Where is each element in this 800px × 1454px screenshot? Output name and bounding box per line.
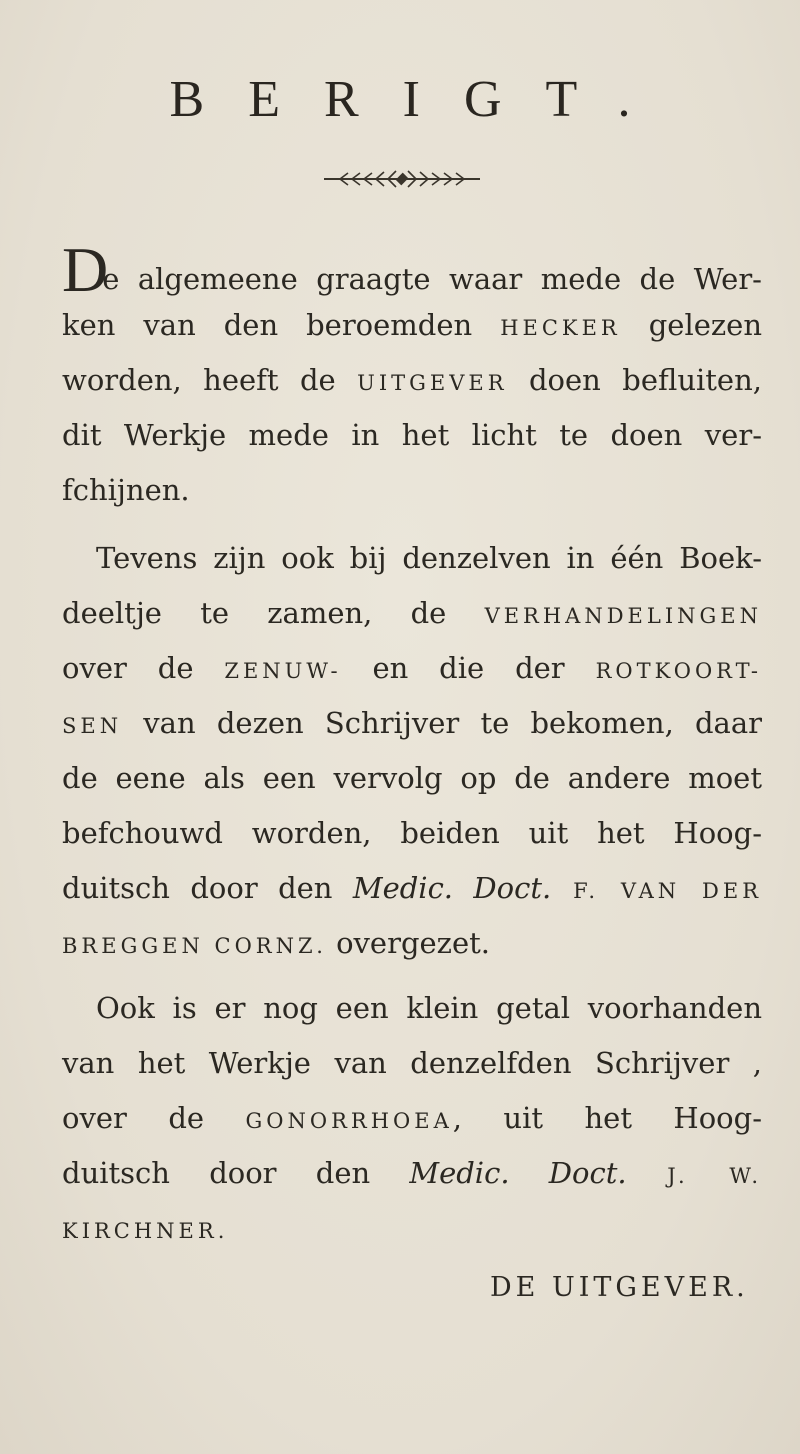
text-line: de eene als een vervolg op de andere moet <box>62 761 762 795</box>
text-span: en die der <box>341 651 596 685</box>
text-span: duitsch door den <box>62 1156 410 1190</box>
text-line: dit Werkje mede in het licht te doen ver- <box>62 418 762 452</box>
small-caps-name: ROTKOORT- <box>595 659 762 683</box>
text-span: deeltje te zamen, de <box>62 596 485 630</box>
small-caps-name: J. W. <box>626 1164 763 1188</box>
text-line <box>62 1153 762 1196</box>
text-span: van dezen Schrijver te bekomen, daar <box>122 706 762 740</box>
small-caps-name: BREGGEN CORNZ. <box>62 934 327 958</box>
italic-title: Medic. Doct. <box>352 871 552 905</box>
text-line: Tevens zijn ook bij denzelven in één Boek- <box>96 541 762 575</box>
text-span: overgezet. <box>326 926 490 960</box>
drop-cap: D <box>62 234 109 305</box>
text-span: over de <box>62 1101 246 1135</box>
text-span: doen befluiten, <box>507 363 762 397</box>
text-line: befchouwd worden, beiden uit het Hoog- <box>62 816 762 850</box>
text-span: e algemeene graagte waar mede de Wer- <box>102 262 762 296</box>
text-span: duitsch door den <box>62 871 353 905</box>
text-line <box>62 868 762 911</box>
text-line <box>62 703 762 746</box>
small-caps-name: VERHANDELINGEN <box>484 604 762 628</box>
decorative-rule-icon <box>322 168 482 190</box>
text-span: gelezen <box>620 308 763 342</box>
small-caps-name: HECKER <box>500 316 621 340</box>
text-span: , uit het Hoog- <box>452 1101 763 1135</box>
text-line <box>62 593 762 636</box>
text-line: Ook is er nog een klein getal voorhanden <box>96 991 762 1025</box>
signature: DE UITGEVER. <box>490 1272 749 1303</box>
small-caps-name: ZENUW- <box>224 659 342 683</box>
text-line <box>62 648 762 691</box>
text-line: van het Werkje van denzelfden Schrijver , <box>62 1046 762 1080</box>
small-caps-name: GONORRHOEA <box>245 1109 453 1133</box>
text-line <box>62 305 762 348</box>
text-line <box>62 234 762 305</box>
text-span: ken van den beroemden <box>62 308 501 342</box>
text-line <box>62 360 762 403</box>
small-caps-name: F. VAN DER <box>551 879 763 903</box>
italic-title: Medic. Doct. <box>409 1156 627 1190</box>
text-line <box>62 923 762 966</box>
text-span: worden, heeft de <box>62 363 358 397</box>
small-caps-name: KIRCHNER. <box>62 1219 229 1243</box>
text-span: over de <box>62 651 225 685</box>
page-title: BERIGT. <box>169 71 675 128</box>
text-line <box>62 1208 762 1251</box>
small-caps-name: SEN <box>62 714 123 738</box>
small-caps-name: UITGEVER <box>357 371 508 395</box>
text-line <box>62 1098 762 1141</box>
text-line: fchijnen. <box>62 473 190 507</box>
